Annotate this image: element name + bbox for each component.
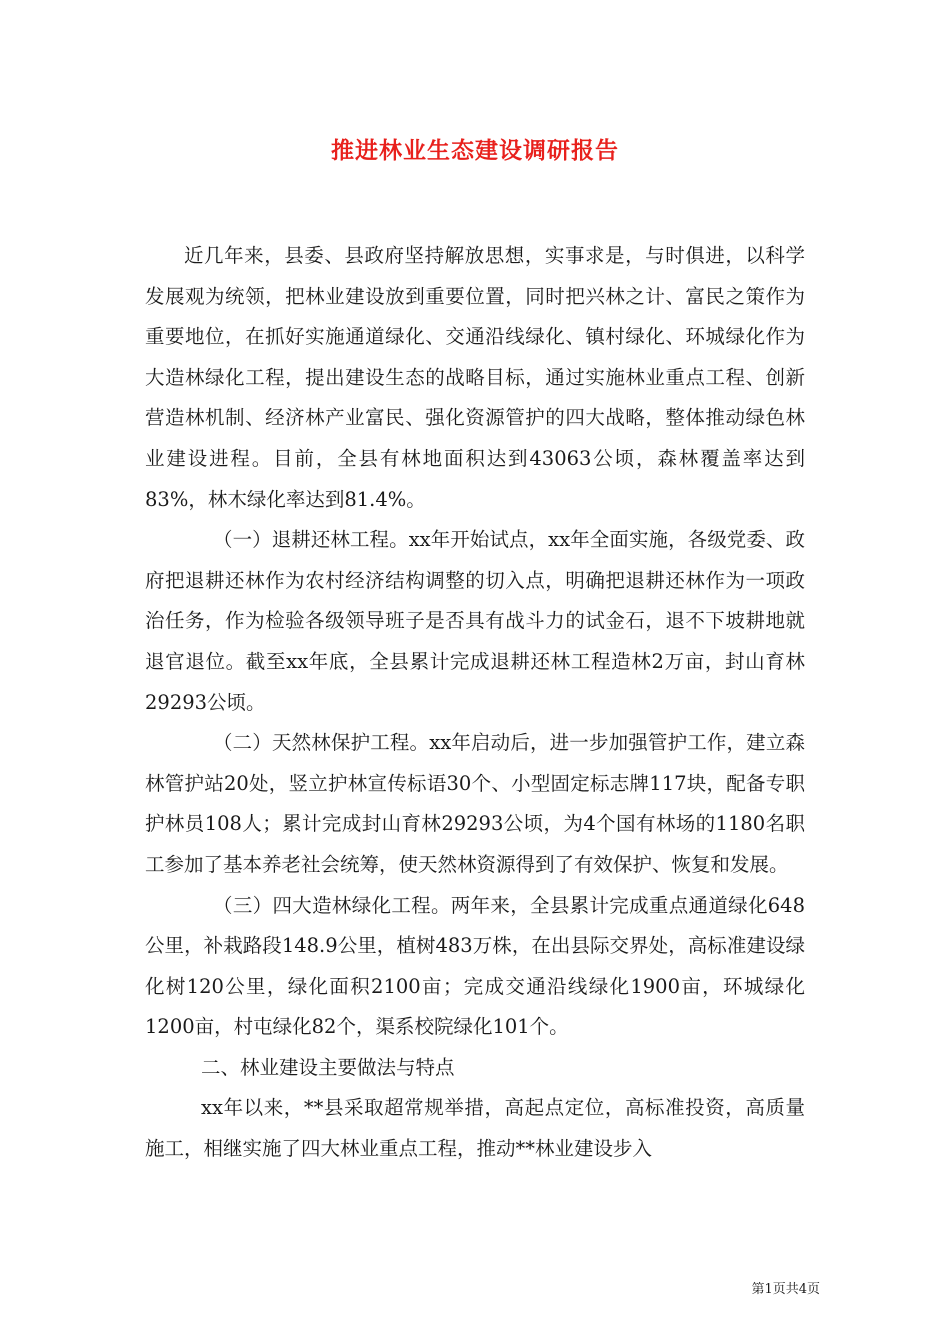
page-number: 第1页共4页 [751, 1282, 820, 1297]
document-title: 推进林业生态建设调研报告 [331, 137, 619, 164]
paragraph-section-1: （一）退耕还林工程。xx年开始试点，xx年全面实施，各级党委、政府把退耕还林作为农村经济结构调整的切入点，明确把退耕还林作为一项政治任务，作为检验各级领导班子是否具有战斗力的试金石，退不下坡耕地就退官退位。截至xx年底，全县累计完成退耕还林工程造林2万亩，封山育林29293公顷。 [145, 528, 805, 714]
paragraph-intro: 近几年来，县委、县政府坚持解放思想，实事求是，与时俱进，以科学发展观为统领，把林业建设放到重要位置，同时把兴林之计、富民之策作为重要地位，在抓好实施通道绿化、交通沿线绿化、镇村绿化、环城绿化作为大造林绿化工程，提出建设生态的战略目标，通过实施林业重点工程、创新营造林机制、经济林产业富民、强化资源管护的四大战略，整体推动绿色林业建设进程。目前，全县有林地面积达到43063公顷，森林覆盖率达到83%，林木绿化率达到81.4%。 [145, 244, 805, 511]
document-body [145, 236, 805, 1170]
paragraph-section-3: （三）四大造林绿化工程。两年来，全县累计完成重点通道绿化648公里，补栽路段148.9公里，植树483万株，在出县际交界处，高标准建设绿化树120公里，绿化面积2100亩；完成交通沿线绿化1900亩，环城绿化1200亩，村屯绿化82个，渠系校院绿化101个。 [145, 893, 805, 1039]
section-heading: 二、林业建设主要做法与特点 [201, 1055, 455, 1079]
paragraph-section-2: （二）天然林保护工程。xx年启动后，进一步加强管护工作，建立森林管护站20处，竖立护林宣传标语30个、小型固定标志牌117块，配备专职护林员108人；累计完成封山育林29293公顷，为4个国有林场的1180名职工参加了基本养老社会统筹，使天然林资源得到了有效保护、恢复和发展。 [145, 731, 805, 876]
paragraph-practices: xx年以来，**县采取超常规举措，高起点定位，高标准投资，高质量施工，相继实施了四大林业重点工程，推动**林业建设步入 [145, 1096, 805, 1161]
